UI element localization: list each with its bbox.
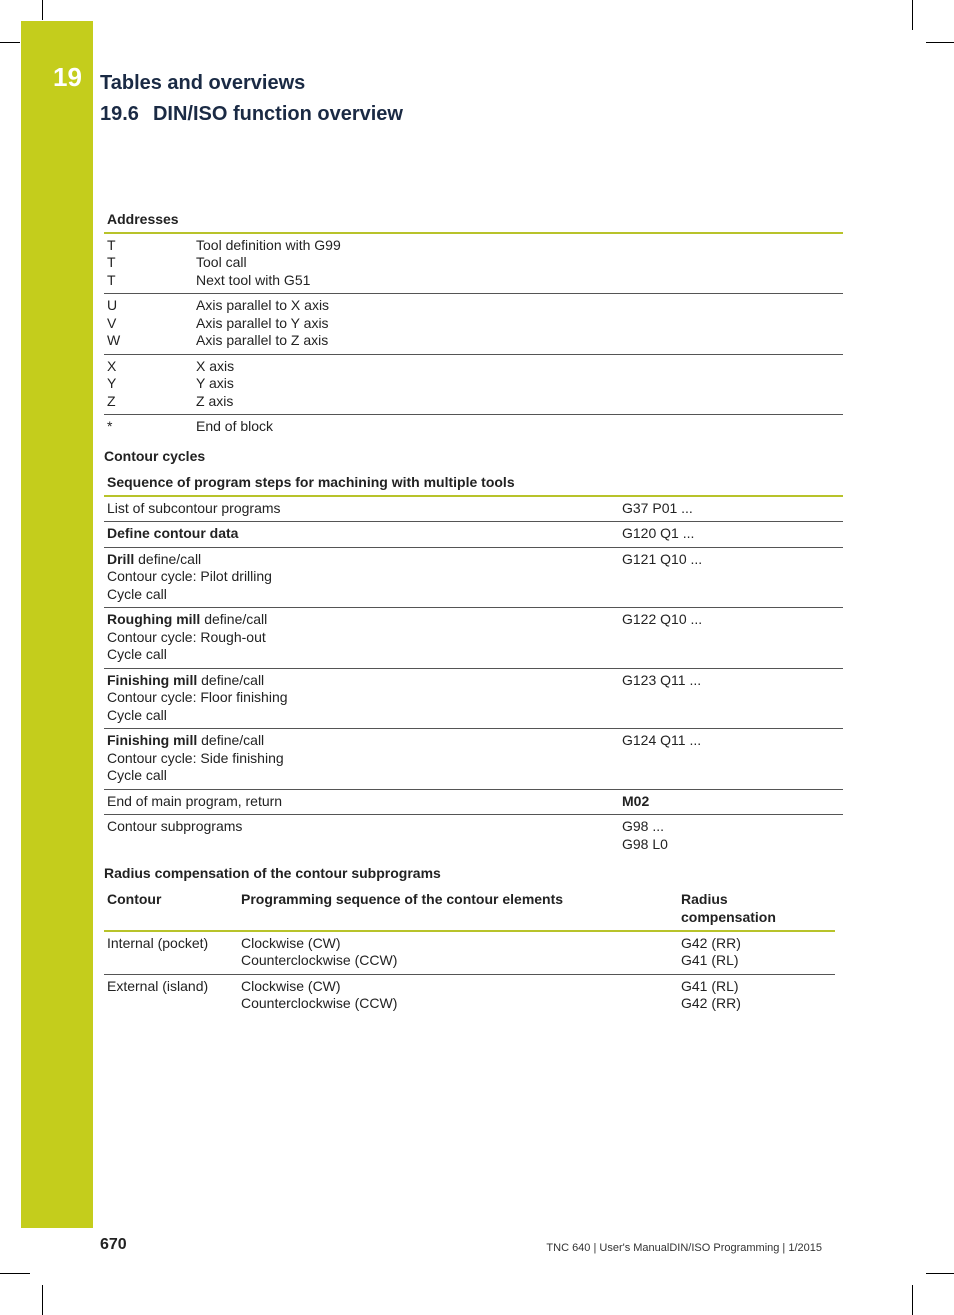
row-divider	[104, 607, 843, 608]
sequence-table-title: Sequence of program steps for machining with multiple tools	[107, 474, 515, 490]
crop-mark	[0, 1273, 30, 1274]
addresses-title: Addresses	[107, 211, 179, 227]
address-desc: Tool call	[196, 254, 247, 270]
col-header-radius: compensation	[681, 909, 776, 925]
row-divider	[104, 414, 843, 415]
row-divider	[104, 789, 843, 790]
cycle-code: G123 Q11 ...	[622, 672, 702, 688]
address-desc: Next tool with G51	[196, 272, 311, 288]
address-code: U	[107, 297, 118, 313]
crop-mark	[0, 42, 20, 43]
radius-code: G42 (RR)	[681, 995, 741, 1011]
cycle-code: G98 L0	[622, 836, 668, 852]
contour-cycles-heading: Contour cycles	[104, 448, 206, 464]
contour-type: Internal (pocket)	[107, 935, 209, 951]
crop-mark	[42, 1285, 43, 1315]
address-desc: Axis parallel to Z axis	[196, 332, 329, 348]
cycle-line: Contour cycle: Rough-out	[107, 629, 266, 645]
address-desc: Axis parallel to Y axis	[196, 315, 329, 331]
row-divider	[104, 728, 843, 729]
cycle-step	[107, 732, 264, 750]
cycle-line: Contour cycle: Pilot drilling	[107, 568, 272, 584]
cycle-code: G124 Q11 ...	[622, 732, 702, 748]
address-desc: X axis	[196, 358, 235, 374]
row-divider	[104, 668, 843, 669]
address-code: Y	[107, 375, 117, 391]
col-header-sequence: Programming sequence of the contour elements	[241, 891, 564, 907]
table-header-rule	[104, 495, 843, 497]
cycle-step: Contour subprograms	[107, 818, 243, 834]
sequence-line: Counterclockwise (CCW)	[241, 952, 398, 968]
cycle-tool: Finishing mill	[107, 732, 198, 748]
crop-mark	[42, 0, 43, 20]
cycle-step: End of main program, return	[107, 793, 283, 809]
cycle-line: Contour cycle: Side finishing	[107, 750, 284, 766]
crop-mark	[912, 0, 913, 30]
address-code: X	[107, 358, 117, 374]
document-info: TNC 640 | User's ManualDIN/ISO Programming | 1/2015	[546, 1242, 822, 1254]
section-number: 19.6	[100, 103, 139, 125]
col-header-contour: Contour	[107, 891, 162, 907]
cycle-action: define/call	[197, 672, 265, 688]
cycle-action: define/call	[134, 551, 202, 567]
cycle-line: Cycle call	[107, 586, 167, 602]
cycle-step	[107, 672, 264, 690]
cycle-code: G98 ...	[622, 818, 665, 834]
cycle-code: G122 Q10 ...	[622, 611, 703, 627]
row-divider	[104, 293, 843, 294]
cycle-step	[107, 611, 267, 629]
radius-code: G41 (RL)	[681, 978, 739, 994]
radius-code: G42 (RR)	[681, 935, 741, 951]
chapter-number: 19	[53, 62, 82, 92]
address-code: V	[107, 315, 117, 331]
address-desc: Z axis	[196, 393, 234, 409]
address-desc: Tool definition with G99	[196, 237, 341, 253]
cycle-step	[107, 551, 201, 569]
table-header-rule	[104, 232, 843, 234]
crop-mark	[926, 1273, 954, 1274]
cycle-code: G37 P01 ...	[622, 500, 693, 516]
cycle-code: G121 Q10 ...	[622, 551, 703, 567]
sequence-line: Clockwise (CW)	[241, 935, 341, 951]
row-divider	[104, 547, 843, 548]
chapter-title: Tables and overviews	[100, 72, 306, 94]
contour-type: External (island)	[107, 978, 209, 994]
row-divider	[104, 354, 843, 355]
cycle-code: G120 Q1 ...	[622, 525, 695, 541]
address-desc: Axis parallel to X axis	[196, 297, 330, 313]
address-code: T	[107, 272, 116, 288]
address-desc: Y axis	[196, 375, 234, 391]
crop-mark	[926, 42, 954, 43]
sequence-line: Clockwise (CW)	[241, 978, 341, 994]
cycle-tool: Drill	[107, 551, 135, 567]
col-header-radius: Radius	[681, 891, 728, 907]
cycle-code: M02	[622, 793, 650, 809]
address-desc: End of block	[196, 418, 274, 434]
row-divider	[104, 974, 835, 975]
cycle-tool: Finishing mill	[107, 672, 198, 688]
row-divider	[104, 521, 843, 522]
section-heading	[100, 103, 403, 126]
cycle-line: Cycle call	[107, 767, 167, 783]
page-number: 670	[100, 1236, 127, 1253]
address-code: W	[107, 332, 121, 348]
radius-code: G41 (RL)	[681, 952, 739, 968]
address-code: Z	[107, 393, 116, 409]
cycle-action: define/call	[200, 611, 268, 627]
cycle-action: define/call	[197, 732, 265, 748]
chapter-sidebar	[21, 21, 93, 1228]
table-header-rule	[104, 930, 835, 932]
cycle-line: Cycle call	[107, 646, 167, 662]
cycle-step: List of subcontour programs	[107, 500, 281, 516]
cycle-tool: Roughing mill	[107, 611, 201, 627]
address-code: T	[107, 254, 116, 270]
section-title: DIN/ISO function overview	[152, 103, 403, 125]
crop-mark	[912, 1285, 913, 1315]
row-divider	[104, 814, 843, 815]
cycle-step: Define contour data	[107, 525, 239, 541]
address-code: *	[107, 418, 113, 434]
cycle-line: Cycle call	[107, 707, 167, 723]
cycle-line: Contour cycle: Floor finishing	[107, 689, 288, 705]
sequence-line: Counterclockwise (CCW)	[241, 995, 398, 1011]
radius-comp-heading: Radius compensation of the contour subprograms	[104, 865, 441, 881]
address-code: T	[107, 237, 116, 253]
